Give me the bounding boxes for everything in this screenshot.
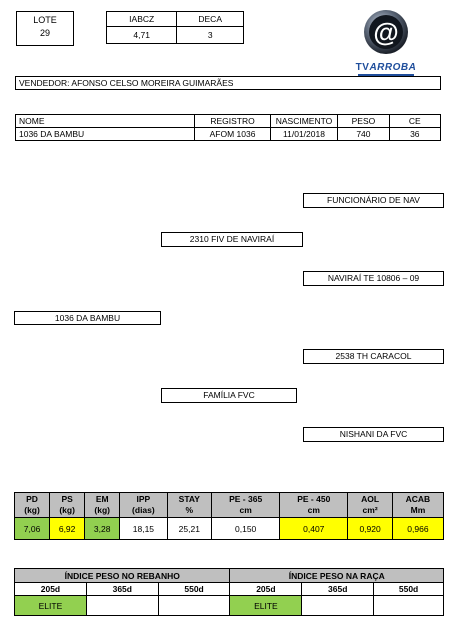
pedigree-dam-sire-text: 2538 TH CARACOL [335, 351, 412, 361]
pedigree-sire-sire-dam-text: NAVIRAÍ TE 10806 – 09 [327, 273, 420, 283]
measure-value-8: 0,966 [392, 518, 443, 540]
lote-box [16, 11, 74, 46]
measures-table [14, 492, 444, 540]
rebanho-col-365: 365d [86, 583, 158, 596]
nome-value: 1036 DA BAMBU [16, 128, 195, 141]
lote-value: 29 [39, 28, 50, 38]
measure-value-5: 0,150 [212, 518, 280, 540]
measure-header-name: STAY [178, 494, 200, 504]
measure-header-name: PE - 365 [229, 494, 263, 504]
vendedor-box [15, 76, 441, 90]
rebanho-365-value [86, 596, 158, 616]
nome-header: NOME [16, 115, 195, 128]
pedigree-sire-sire-sire-text: FUNCIONÁRIO DE NAV [327, 195, 420, 205]
pedigree-dam-dam [303, 427, 444, 442]
pedigree-dam-sire [303, 349, 444, 364]
pedigree-dam-dam-text: NISHANI DA FVC [339, 429, 408, 439]
measure-header-name: IPP [136, 494, 151, 504]
measure-header-unit: Mm [410, 505, 426, 515]
measure-value-3: 18,15 [120, 518, 167, 540]
raca-550-value [374, 596, 444, 616]
rebanho-205-value: ELITE [15, 596, 87, 616]
ce-value: 36 [389, 128, 440, 141]
nascimento-header: NASCIMENTO [270, 115, 337, 128]
pedigree-dam [161, 388, 297, 403]
rebanho-550-value [158, 596, 230, 616]
logo-brand: ARROBA [369, 62, 417, 73]
at-sign-globe-icon [352, 8, 420, 58]
measure-header-0 [15, 493, 50, 518]
measure-header-6 [280, 493, 348, 518]
nascimento-value: 11/01/2018 [270, 128, 337, 141]
measure-header-name: ACAB [405, 494, 431, 504]
animal-table [15, 114, 441, 141]
deca-value: 3 [177, 27, 244, 44]
pedigree-sire-text: 1036 DA BAMBU [54, 313, 121, 323]
measure-header-3 [120, 493, 167, 518]
measures-header-row [15, 493, 444, 518]
measure-header-2 [85, 493, 120, 518]
tv-arroba-logo [352, 8, 420, 72]
measure-value-4: 25,21 [167, 518, 212, 540]
raca-365-value [302, 596, 374, 616]
logo-text [352, 62, 420, 73]
measure-header-7 [348, 493, 393, 518]
measure-header-name: AOL [361, 494, 380, 504]
measure-value-7: 0,920 [348, 518, 393, 540]
measure-value-1: 6,92 [50, 518, 85, 540]
measure-header-unit: (kg) [24, 505, 40, 515]
measure-header-8 [392, 493, 443, 518]
pedigree-sire-sire-dam [303, 271, 444, 286]
measure-header-unit: cm [307, 505, 320, 515]
peso-header: PESO [338, 115, 389, 128]
pedigree-sire [14, 311, 161, 325]
measure-value-6: 0,407 [280, 518, 348, 540]
ce-header: CE [389, 115, 440, 128]
measure-header-4 [167, 493, 212, 518]
measure-header-unit: % [185, 505, 194, 515]
measure-value-2: 3,28 [85, 518, 120, 540]
measure-value-0: 7,06 [15, 518, 50, 540]
logo-tv: TV [355, 62, 370, 73]
measure-header-unit: cm [239, 505, 252, 515]
deca-header: DECA [177, 12, 244, 27]
measure-header-name: EM [95, 494, 109, 504]
measure-header-name: PE - 450 [297, 494, 331, 504]
rebanho-col-550: 550d [158, 583, 230, 596]
indice-rebanho-title: ÍNDICE PESO NO REBANHO [15, 569, 230, 583]
indice-peso-table [14, 568, 444, 616]
raca-col-550: 550d [374, 583, 444, 596]
lote-label: LOTE [33, 15, 57, 25]
raca-col-365: 365d [302, 583, 374, 596]
peso-value: 740 [338, 128, 389, 141]
measure-header-name: PS [61, 494, 73, 504]
pedigree-dam-text: FAMÍLIA FVC [203, 390, 255, 400]
registro-header: REGISTRO [195, 115, 271, 128]
vendedor-text: VENDEDOR: AFONSO CELSO MOREIRA GUIMARÃES [19, 78, 234, 88]
measure-header-name: PD [26, 494, 38, 504]
iabcz-header: IABCZ [107, 12, 177, 27]
measures-value-row [15, 518, 444, 540]
measure-header-unit: (dias) [132, 505, 155, 515]
measure-header-unit: (kg) [94, 505, 110, 515]
pedigree-sire-sire-text: 2310 FIV DE NAVIRAÍ [189, 234, 275, 244]
svg-text:@: @ [373, 17, 399, 47]
pedigree-sire-sire-sire [303, 193, 444, 208]
rebanho-col-205: 205d [15, 583, 87, 596]
indice-raca-title: ÍNDICE PESO NA RAÇA [230, 569, 444, 583]
indices-top-table [106, 11, 244, 44]
measure-header-unit: (kg) [59, 505, 75, 515]
pedigree-sire-sire [161, 232, 303, 247]
measure-header-unit: cm² [362, 505, 378, 515]
raca-col-205: 205d [230, 583, 302, 596]
raca-205-value: ELITE [230, 596, 302, 616]
registro-value: AFOM 1036 [195, 128, 271, 141]
iabcz-value: 4,71 [107, 27, 177, 44]
measure-header-1 [50, 493, 85, 518]
measure-header-5 [212, 493, 280, 518]
